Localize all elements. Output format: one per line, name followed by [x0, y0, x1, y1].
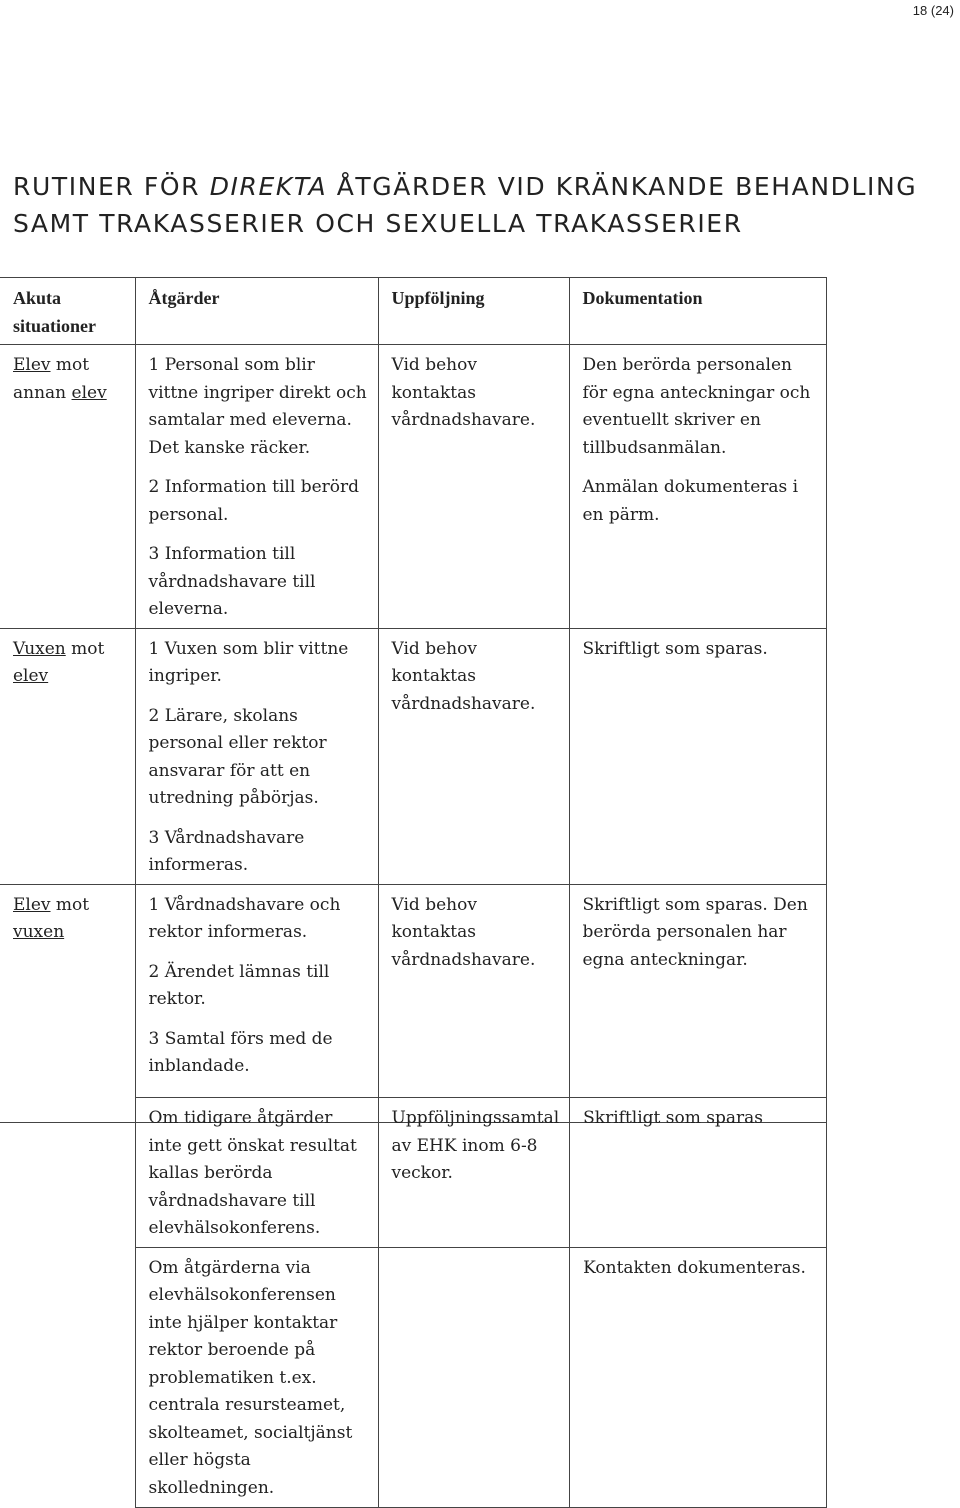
action-item: 3 Samtal förs med de inblandade. [148, 1028, 333, 1076]
situation-word: mot [65, 638, 105, 659]
header-documentation: Dokumentation [582, 288, 703, 308]
situation-word: elev [71, 382, 107, 403]
table-row [0, 1098, 827, 1248]
situation-word: vuxen [13, 922, 65, 942]
situation-word: mot annan [13, 355, 90, 403]
documentation-item: Den berörda personalen för egna anteckningar och eventuellt skriver en tillbudsanmälan. [582, 355, 811, 458]
action-item: 1 Vuxen som blir vittne ingriper. [148, 638, 349, 686]
documentation-item: Skriftligt som sparas. [582, 638, 768, 659]
situation-word: Vuxen [13, 638, 66, 659]
situation-word: Elev [13, 894, 51, 915]
title-italic: DIREKTA [209, 172, 328, 201]
situation-cell [0, 345, 135, 411]
documentation-cell: Skriftligt som sparas [583, 1108, 763, 1128]
actions-cell [136, 629, 378, 884]
action-cell: Om tidigare åtgärder inte gett önskat resultat kallas berörda vårdnadshavare till elevhälsokonferens. [148, 1108, 357, 1238]
situation-word: Elev [13, 355, 51, 375]
actions-cell [136, 885, 378, 1085]
page-number: 18 (24) [912, 3, 954, 18]
title-part-2: ÅTGÄRDER VID KRÄNKANDE BEHANDLING SAMT TRAKASSERIER OCH SEXUELLA TRAKASSERIER [13, 172, 918, 238]
documentation-item: Skriftligt som sparas. Den berörda personalen har egna anteckningar. [582, 894, 808, 970]
table-row [0, 884, 826, 1122]
action-item: 2 Ärendet lämnas till rektor. [148, 961, 330, 1009]
followup-cell: Vid behov kontaktas vårdnadshavare. [391, 355, 536, 430]
action-item: 2 Lärare, skolans personal eller rektor ansvarar för att en utredning påbörjas. [148, 705, 327, 808]
situation-cell [0, 629, 135, 695]
table-row [0, 345, 826, 629]
action-item: 3 Information till vårdnadshavare till eleverna. [148, 544, 316, 619]
followup-cell: Uppföljningssamtal av EHK inom 6-8 veckor. [391, 1108, 560, 1183]
followup-cell: Vid behov kontaktas vårdnadshavare. [391, 894, 536, 970]
action-cell: Om åtgärderna via elevhälsokonferensen inte hjälper kontaktar rektor beroende på problematiken t.ex. centrala resursteamet, skolteamet, socialtjänst eller högsta skolledningen. [148, 1257, 353, 1498]
actions-cell [136, 345, 378, 628]
situation-cell [0, 885, 135, 951]
title-part-1: RUTINER FÖR [13, 172, 210, 201]
action-item: 1 Vårdnadshavare och rektor informeras. [148, 894, 341, 942]
followup-cell: Vid behov kontaktas vårdnadshavare. [391, 638, 536, 714]
table-row [0, 628, 826, 884]
table-row [0, 1247, 827, 1507]
documentation-cell: Kontakten dokumenteras. [583, 1257, 806, 1278]
action-item: 2 Information till berörd personal. [148, 477, 360, 525]
action-item: 3 Vårdnadshavare informeras. [148, 827, 305, 875]
documentation-cell [570, 345, 826, 533]
table-header-row [0, 278, 826, 345]
action-item: 1 Personal som blir vittne ingriper direkt och samtalar med eleverna. Det kanske räcker. [148, 355, 367, 458]
header-situations: Akuta situationer [13, 288, 96, 336]
header-actions: Åtgärder [148, 288, 220, 308]
documentation-cell [570, 885, 826, 979]
routines-table [0, 277, 827, 1123]
followup-cell [379, 1248, 570, 1259]
situation-word: elev [13, 666, 49, 686]
documentation-cell [570, 629, 826, 668]
situation-word: mot [50, 894, 90, 915]
page-title [13, 168, 953, 242]
followup-table [0, 1097, 827, 1508]
documentation-item: Anmälan dokumenteras i en pärm. [582, 477, 799, 525]
header-followup: Uppföljning [391, 288, 485, 308]
